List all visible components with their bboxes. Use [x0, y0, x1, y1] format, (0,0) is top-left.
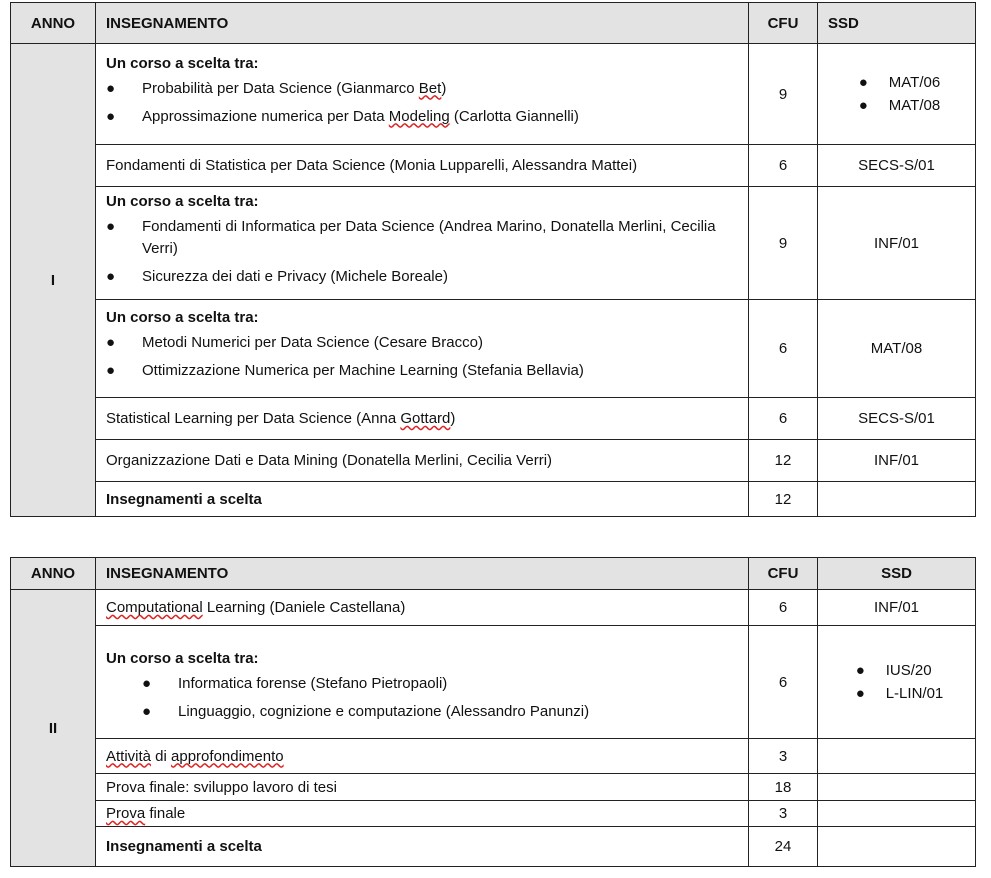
- cfu-cell: 9: [749, 44, 818, 145]
- choice-intro: Un corso a scelta tra:: [106, 309, 259, 326]
- list-item: ● Informatica forense (Stefano Pietropaoli): [106, 673, 738, 695]
- course-name: Statistical Learning per Data Science (Anna Gottard): [96, 398, 749, 440]
- choice-cell: [96, 626, 749, 739]
- header-ssd: SSD: [818, 558, 976, 590]
- header-anno: ANNO: [11, 558, 96, 590]
- table-row: [11, 44, 976, 145]
- header-insegnamento: INSEGNAMENTO: [96, 3, 749, 44]
- ssd-cell: [818, 827, 976, 867]
- ssd-cell: [818, 801, 976, 827]
- year2-table: [10, 557, 976, 867]
- list-item: ● Ottimizzazione Numerica per Machine Learning (Stefania Bellavia): [106, 360, 738, 382]
- cfu-cell: 6: [749, 590, 818, 626]
- table-row: [11, 827, 976, 867]
- cfu-cell: 12: [749, 440, 818, 482]
- table-row: [11, 801, 976, 827]
- ssd-cell: INF/01: [818, 590, 976, 626]
- list-item: ● Linguaggio, cognizione e computazione (Alessandro Panunzi): [106, 701, 738, 723]
- ssd-cell: SECS-S/01: [818, 398, 976, 440]
- cfu-cell: 3: [749, 801, 818, 827]
- course-name: Prova finale: sviluppo lavoro di tesi: [96, 774, 749, 801]
- header-insegnamento: INSEGNAMENTO: [96, 558, 749, 590]
- bullet-icon: ●: [142, 674, 152, 692]
- anno-cell: II: [11, 590, 96, 867]
- bullet-icon: ●: [106, 362, 116, 379]
- course-name: Prova finale: [96, 801, 749, 827]
- header-cfu: CFU: [749, 558, 818, 590]
- table-row: [11, 145, 976, 187]
- cfu-cell: 3: [749, 739, 818, 774]
- header-anno: ANNO: [11, 3, 96, 44]
- course-name: Computational Learning (Daniele Castellana): [96, 590, 749, 626]
- ssd-cell: SECS-S/01: [818, 145, 976, 187]
- bullet-icon: ●: [855, 685, 865, 702]
- cfu-cell: 18: [749, 774, 818, 801]
- cfu-cell: 6: [749, 300, 818, 398]
- table-row: [11, 187, 976, 300]
- header-row: [11, 3, 976, 44]
- ssd-cell: [818, 739, 976, 774]
- cfu-cell: 12: [749, 482, 818, 517]
- list-item: ● Fondamenti di Informatica per Data Science (Andrea Marino, Donatella Merlini, Cecilia Verri): [106, 217, 716, 257]
- bullet-icon: ●: [106, 267, 116, 285]
- bullet-icon: ●: [106, 79, 116, 97]
- cfu-cell: 6: [749, 626, 818, 739]
- choice-cell: [96, 300, 749, 398]
- bullet-icon: ●: [106, 334, 116, 351]
- bullet-icon: ●: [142, 702, 152, 720]
- cfu-cell: 6: [749, 398, 818, 440]
- header-row: [11, 558, 976, 590]
- bullet-icon: ●: [106, 107, 116, 125]
- ssd-cell: [818, 482, 976, 517]
- ssd-cell: [818, 626, 976, 739]
- course-name: Fondamenti di Statistica per Data Science (Monia Lupparelli, Alessandra Mattei): [96, 145, 749, 187]
- bullet-icon: ●: [106, 217, 116, 235]
- header-cfu: CFU: [749, 3, 818, 44]
- list-item: ● Probabilità per Data Science (Gianmarco Bet): [106, 78, 738, 100]
- list-item: ● Approssimazione numerica per Data Modeling (Carlotta Giannelli): [106, 106, 738, 128]
- ssd-list-item: ● IUS/20: [850, 659, 944, 682]
- course-name: Attività di approfondimento: [96, 739, 749, 774]
- table-row: [11, 482, 976, 517]
- ssd-cell: INF/01: [818, 440, 976, 482]
- course-name: Insegnamenti a scelta: [96, 482, 749, 517]
- ssd-cell: INF/01: [818, 187, 976, 300]
- cfu-cell: 9: [749, 187, 818, 300]
- cfu-cell: 24: [749, 827, 818, 867]
- cfu-cell: 6: [749, 145, 818, 187]
- bullet-icon: ●: [858, 97, 868, 114]
- table-row: [11, 626, 976, 739]
- table-row: [11, 774, 976, 801]
- table-row: [11, 300, 976, 398]
- list-item: ● Sicurezza dei dati e Privacy (Michele Boreale): [106, 266, 738, 288]
- year1-table: [10, 2, 976, 517]
- ssd-cell: [818, 774, 976, 801]
- choice-cell: [96, 44, 749, 145]
- list-item: ● Metodi Numerici per Data Science (Cesare Bracco): [106, 332, 738, 354]
- table-row: [11, 590, 976, 626]
- bullet-icon: ●: [858, 74, 868, 91]
- table-row: [11, 398, 976, 440]
- ssd-list-item: ● MAT/08: [853, 94, 940, 117]
- course-name: Organizzazione Dati e Data Mining (Donatella Merlini, Cecilia Verri): [96, 440, 749, 482]
- ssd-list-item: ● L-LIN/01: [850, 682, 944, 705]
- course-name: Insegnamenti a scelta: [96, 827, 749, 867]
- ssd-cell: MAT/08: [818, 300, 976, 398]
- table-row: [11, 440, 976, 482]
- ssd-list-item: ● MAT/06: [853, 71, 940, 94]
- choice-intro: Un corso a scelta tra:: [106, 649, 259, 667]
- anno-cell: I: [11, 44, 96, 517]
- bullet-icon: ●: [855, 662, 865, 679]
- table-row: [11, 739, 976, 774]
- choice-intro: Un corso a scelta tra:: [106, 54, 259, 72]
- header-ssd: SSD: [818, 3, 976, 44]
- choice-cell: [96, 187, 749, 300]
- choice-intro: Un corso a scelta tra:: [106, 192, 259, 210]
- ssd-cell: [818, 44, 976, 145]
